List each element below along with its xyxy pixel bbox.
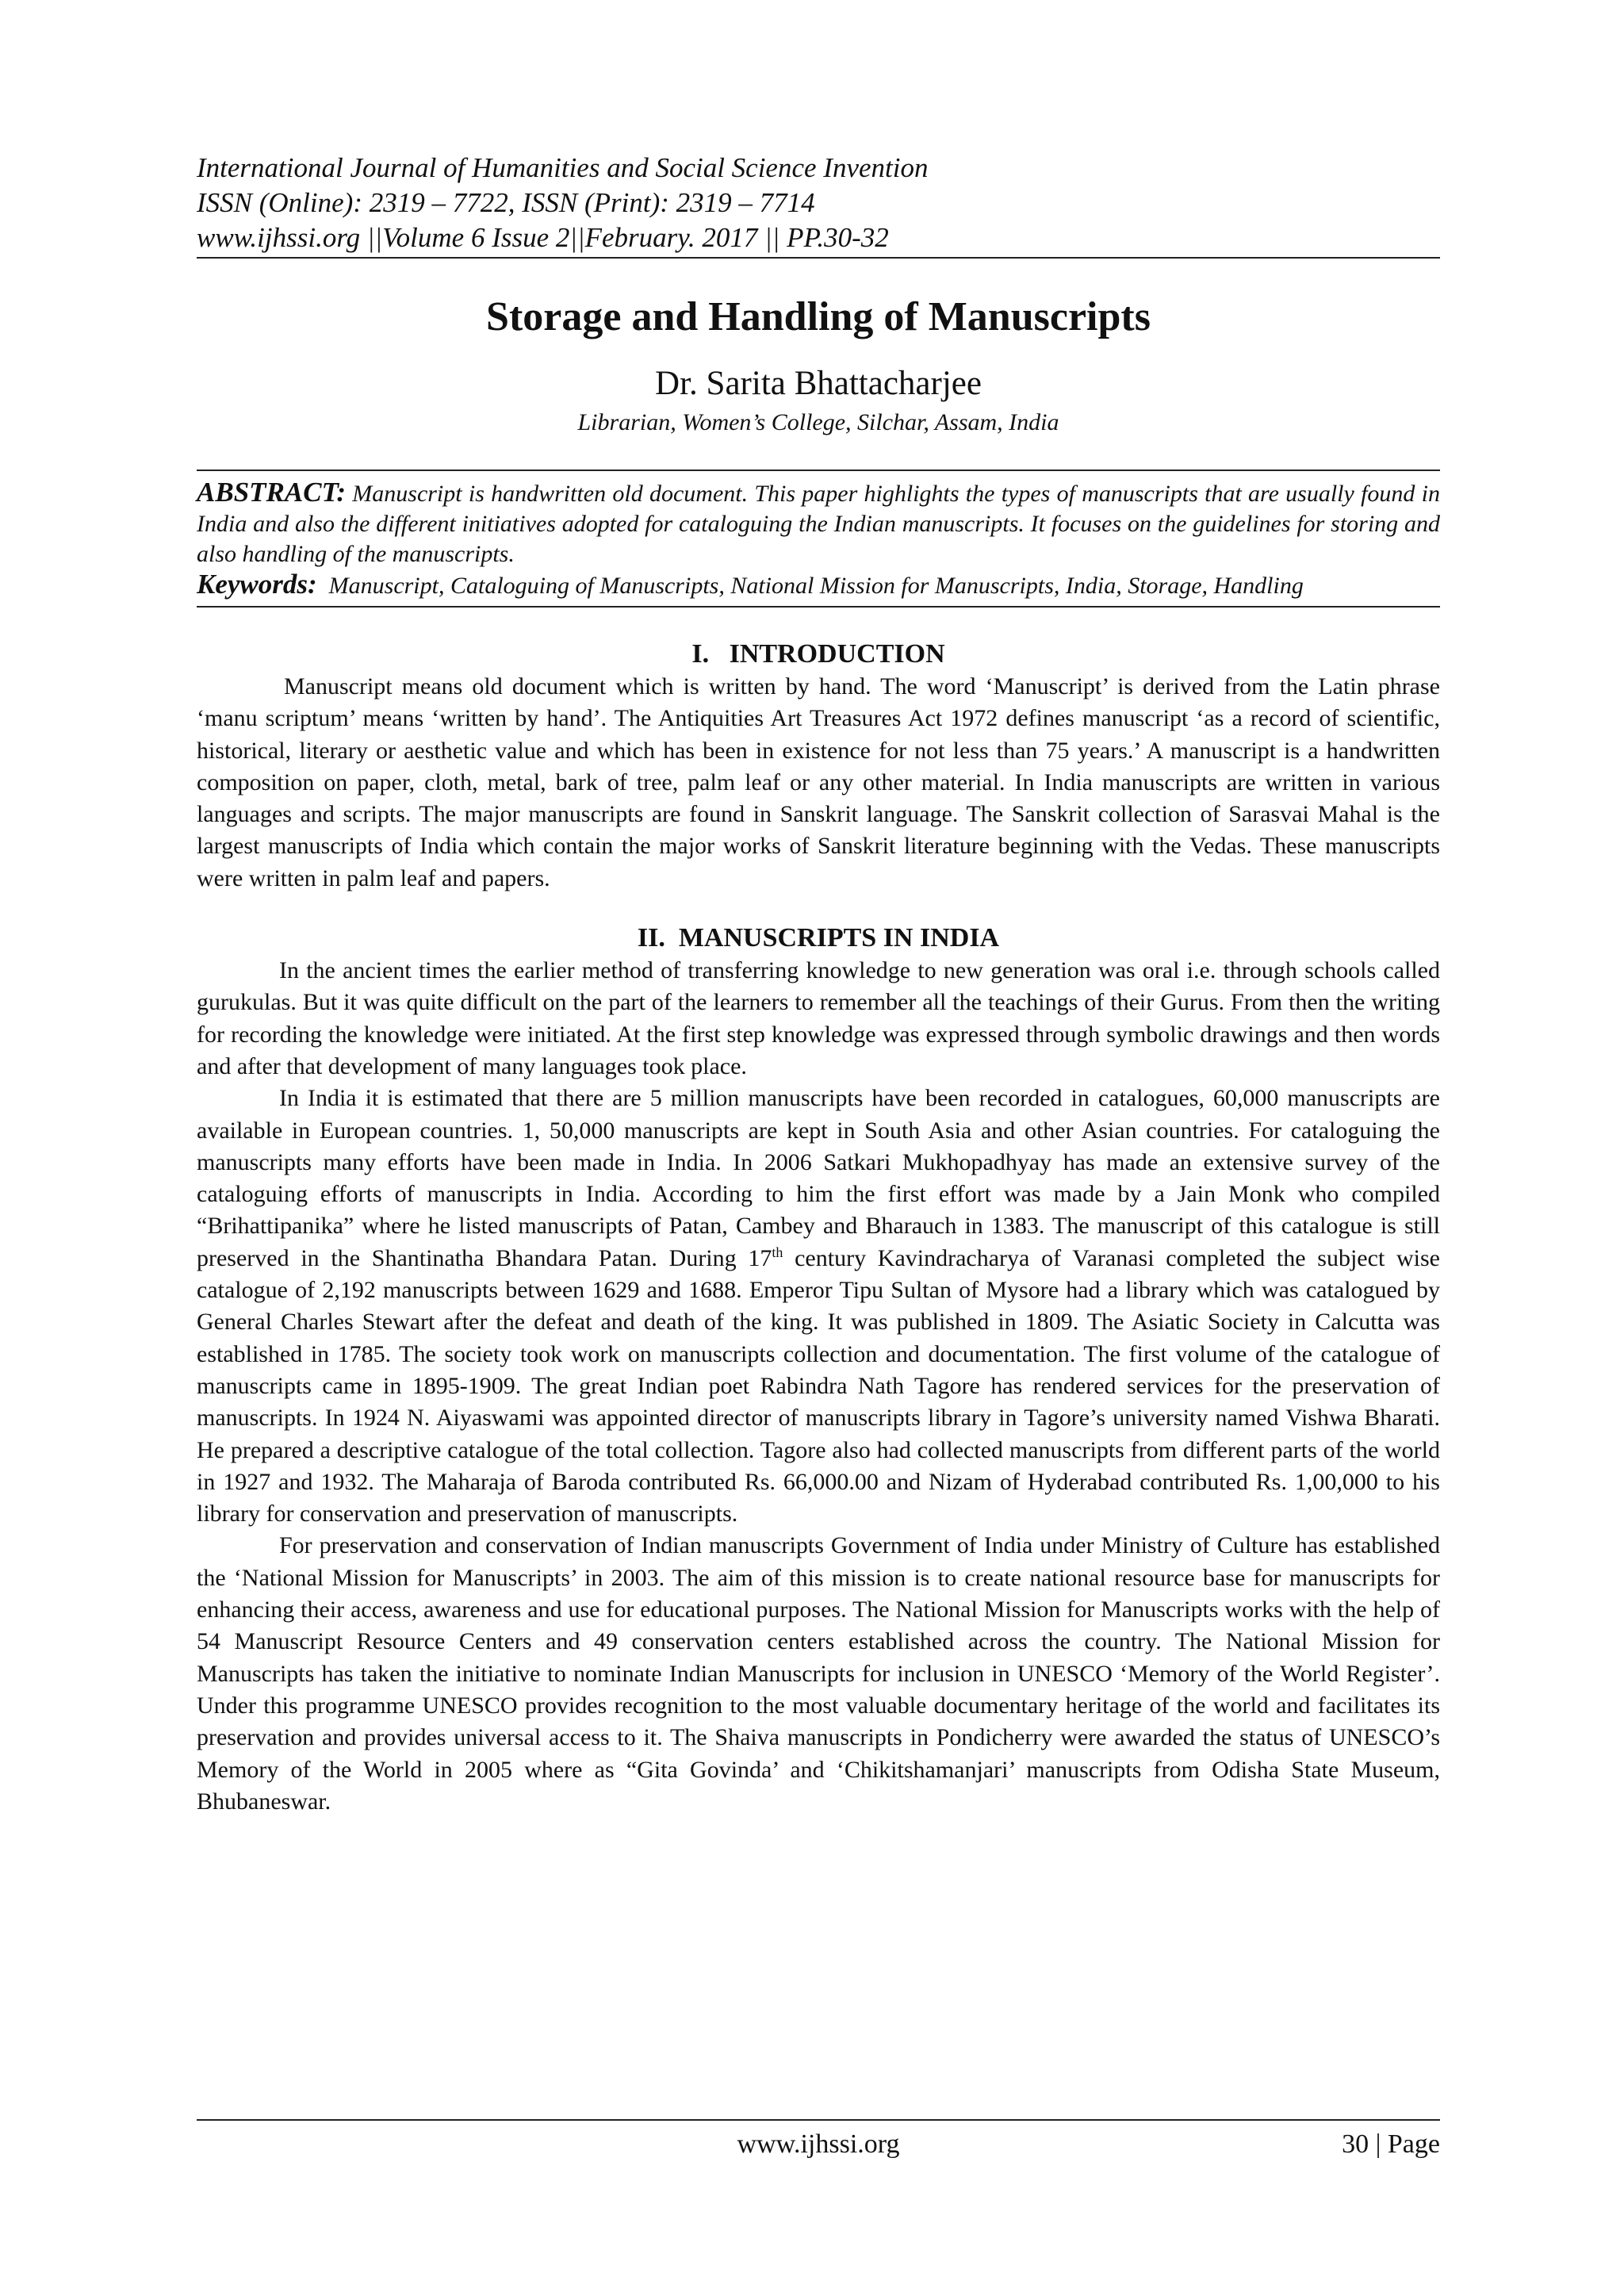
- abstract-text: Manuscript is handwritten old document. This paper highlights the types of manuscripts that are usually found in India and also the different initiatives adopted for cataloguing the Indian manuscripts. It focuses on the guidelines for storing and also handling of the manuscripts.: [197, 481, 1441, 567]
- paper-page: [197, 151, 1440, 1818]
- abstract: [197, 477, 1440, 569]
- section-heading-manuscripts-in-india: II. MANUSCRIPTS IN INDIA: [637, 923, 1000, 953]
- section-heading-introduction: I. INTRODUCTION: [691, 639, 945, 669]
- journal-header: [197, 151, 1440, 255]
- author-name: Dr. Sarita Bhattacharjee: [655, 365, 982, 402]
- page-number: 30 | Page: [1342, 2129, 1440, 2159]
- journal-name: International Journal of Humanities and Social Science Invention: [197, 152, 929, 183]
- author-affiliation: Librarian, Women’s College, Silchar, Assam, India: [577, 409, 1059, 435]
- intro-paragraph: Manuscript means old document which is written by hand. The word ‘Manuscript’ is derived from the Latin phrase ‘manu scriptum’ means ‘written by hand’. The Antiquities Art Treasures Act 1972 defines manuscript ‘as a record of scientific, historical, literary or aesthetic value and which has been in existence for not less than 75 years.’ A manuscript is a handwritten composition on paper, cloth, metal, bark of tree, palm leaf or any other material. In India manuscripts are written in various languages and scripts. The major manuscripts are found in Sanskrit language. The Sanskrit collection of Sarasvai Mahal is the largest manuscripts of India which contain the major works of Sanskrit literature beginning with the Vedas. These manuscripts were written in palm leaf and papers.: [197, 673, 1440, 891]
- abstract-label: ABSTRACT:: [197, 477, 347, 508]
- keywords-text: Manuscript, Cataloguing of Manuscripts, National Mission for Manuscripts, India, Storage, Handling: [328, 573, 1304, 599]
- india-paragraph-2: [197, 1083, 1440, 1530]
- abstract-block: [197, 470, 1440, 608]
- keywords: [197, 569, 1440, 601]
- paper-title: Storage and Handling of Manuscripts: [486, 294, 1151, 339]
- india-paragraph-1: In the ancient times the earlier method of transferring knowledge to new generation was oral i.e. through schools called gurukulas. But it was quite difficult on the part of the learners to remember all the teachings of their Gurus. From then the writing for recording the knowledge were initiated. At the first step knowledge was expressed through symbolic drawings and then words and after that development of many languages took place.: [197, 957, 1440, 1079]
- journal-volume: www.ijhssi.org ||Volume 6 Issue 2||February. 2017 || PP.30-32: [197, 222, 889, 253]
- india-paragraph-3: For preservation and conservation of Indian manuscripts Government of India under Ministry of Culture has established the ‘National Mission for Manuscripts’ in 2003. The aim of this mission is to create national resource base for manuscripts for enhancing their access, awareness and use for educational purposes. The National Mission for Manuscripts works with the help of 54 Manuscript Resource Centers and 49 conservation centers established across the country. The National Mission for Manuscripts has taken the initiative to nominate Indian Manuscripts for inclusion in UNESCO ‘Memory of the World Register’. Under this programme UNESCO provides recognition to the most valuable documentary heritage of the world and facilitates its preservation and provides universal access to it. The Shaiva manuscripts in Pondicherry were awarded the status of UNESCO’s Memory of the World in 2005 where as “Gita Govinda’ and ‘Chikitshamanjari’ manuscripts from Odisha State Museum, Bhubaneswar.: [197, 1532, 1440, 1815]
- footer-divider: [197, 2119, 1440, 2121]
- footer-row: [197, 2125, 1440, 2164]
- footer-website-link[interactable]: www.ijhssi.org: [737, 2129, 900, 2159]
- header-divider: [197, 257, 1440, 259]
- india-paragraph-2-part-2: century Kavindracharya of Varanasi completed the subject wise catalogue of 2,192 manuscripts between 1629 and 1688. Emperor Tipu Sultan of Mysore had a library which was catalogued by General Charles Stewart after the defeat and death of the king. It was published in 1809. The Asiatic Society in Calcutta was established in 1785. The society took work on manuscripts collection and documentation. The first volume of the catalogue of manuscripts came in 1895-1909. The great Indian poet Rabindra Nath Tagore has rendered services for the preservation of manuscripts. In 1924 N. Aiyaswami was appointed director of manuscripts library in Tagore’s university named Vishwa Bharati. He prepared a descriptive catalogue of the total collection. Tagore also had collected manuscripts from different parts of the world in 1927 and 1932. The Maharaja of Baroda contributed Rs. 66,000.00 and Nizam of Hyderabad contributed Rs. 1,00,000 to his library for conservation and preservation of manuscripts.: [197, 1244, 1440, 1527]
- journal-issn: ISSN (Online): 2319 – 7722, ISSN (Print): 2319 – 7714: [197, 187, 815, 218]
- page-footer: [197, 2119, 1440, 2164]
- india-paragraph-2-part-1: In India it is estimated that there are 5 million manuscripts have been recorded in catalogues, 60,000 manuscripts are available in European countries. 1, 50,000 manuscripts are kept in South Asia and other Asian countries. For cataloguing the manuscripts many efforts have been made in India. In 2006 Satkari Mukhopadhyay has made an extensive survey of the cataloguing efforts of manuscripts in India. According to him the first effort was made by a Jain Monk who compiled “Brihattipanika” where he listed manuscripts of Patan, Cambey and Bharauch in 1383. The manuscript of this catalogue is still preserved in the Shantinatha Bhandara Patan. During 17: [197, 1085, 1440, 1271]
- keywords-label: Keywords:: [197, 569, 317, 600]
- superscript-th: th: [772, 1244, 783, 1260]
